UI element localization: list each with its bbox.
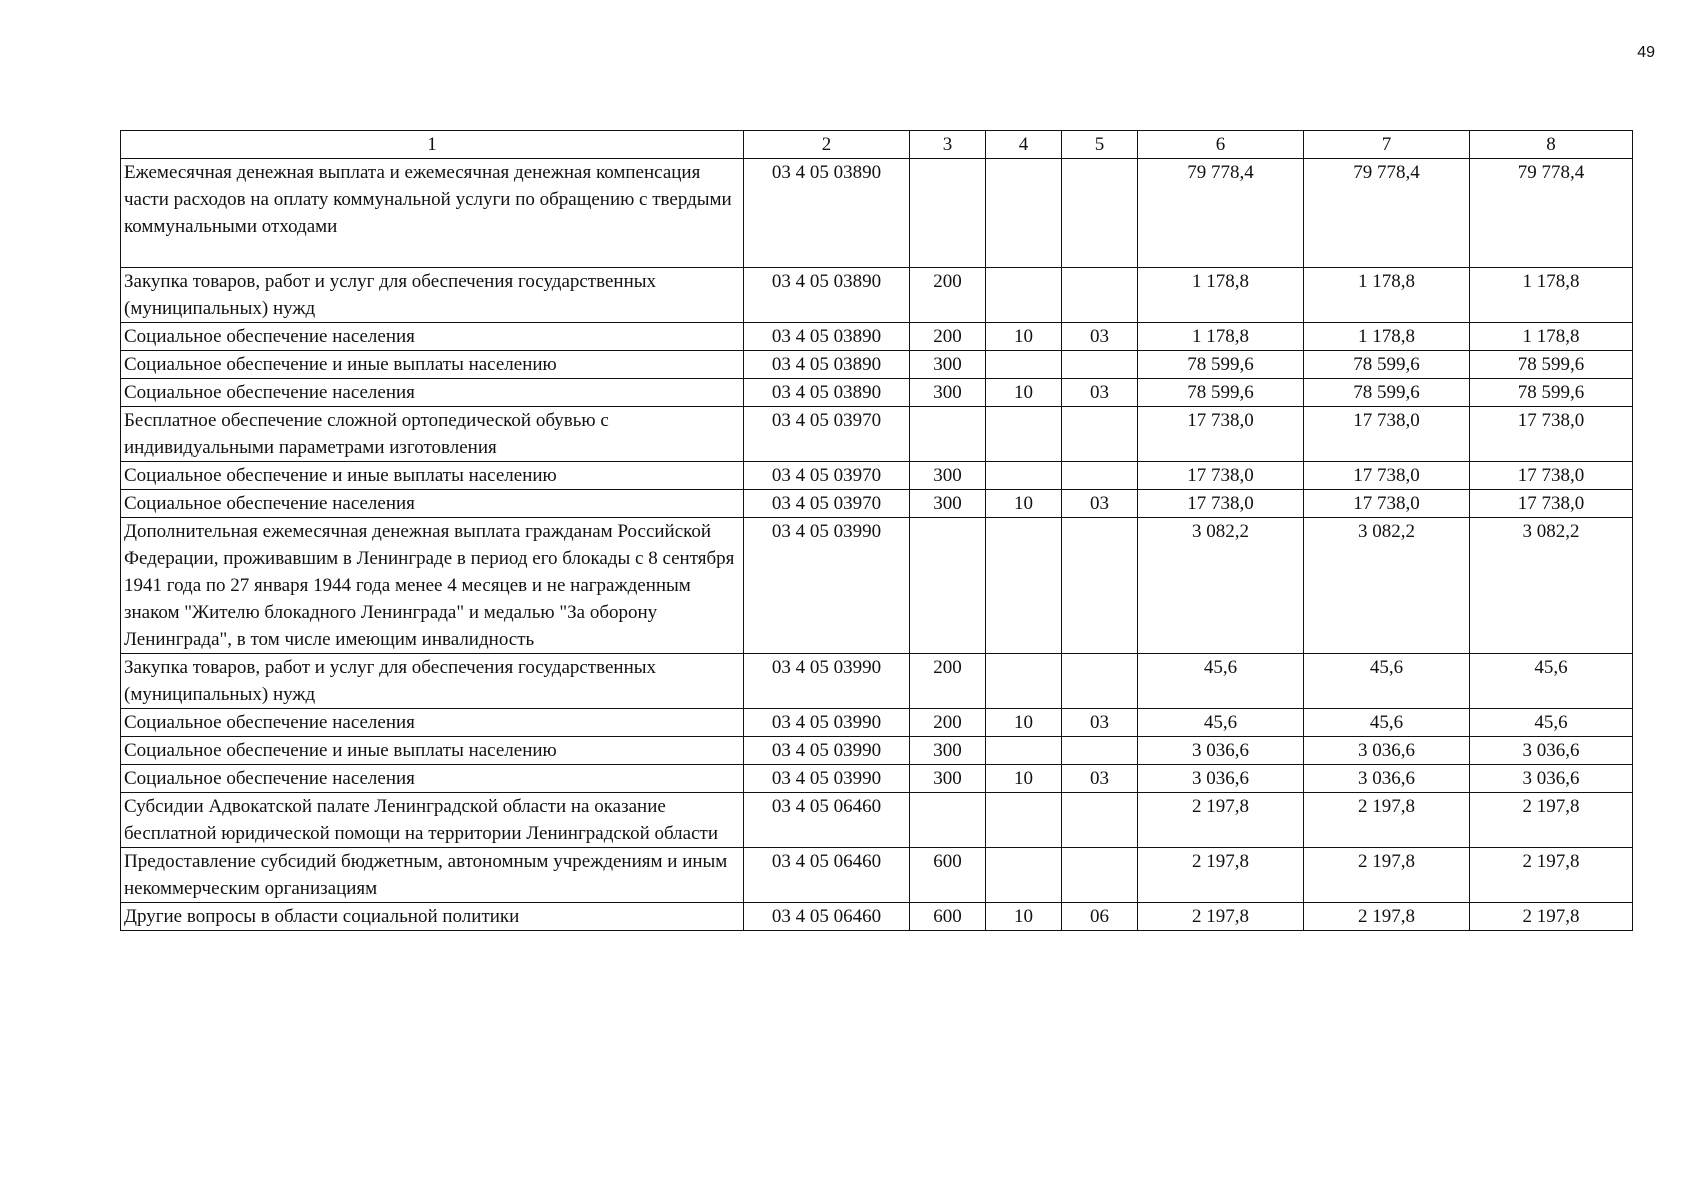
amount-col-6: 78 599,6: [1138, 379, 1304, 407]
amount-col-7: 1 178,8: [1304, 323, 1470, 351]
row-description: Социальное обеспечение населения: [121, 765, 744, 793]
section: [986, 848, 1062, 903]
table-row: [121, 654, 1633, 709]
row-description: Закупка товаров, работ и услуг для обеспечения государственных (муниципальных) нужд: [121, 654, 744, 709]
target-code: 03 4 05 03990: [744, 518, 910, 654]
row-description: Ежемесячная денежная выплата и ежемесячная денежная компенсация части расходов на оплату коммунальной услуги по обращению с твердыми коммунальными отходами: [121, 159, 744, 268]
header-row: [121, 131, 1633, 159]
subsection: [1062, 737, 1138, 765]
amount-col-7: 45,6: [1304, 709, 1470, 737]
section: [986, 159, 1062, 268]
amount-col-8: 45,6: [1470, 654, 1633, 709]
table-row: [121, 709, 1633, 737]
target-code: 03 4 05 06460: [744, 793, 910, 848]
expense-type: [910, 793, 986, 848]
column-header: 2: [744, 131, 910, 159]
target-code: 03 4 05 06460: [744, 848, 910, 903]
target-code: 03 4 05 03970: [744, 462, 910, 490]
column-header: 3: [910, 131, 986, 159]
amount-col-6: 78 599,6: [1138, 351, 1304, 379]
amount-col-7: 2 197,8: [1304, 848, 1470, 903]
row-description: Социальное обеспечение и иные выплаты населению: [121, 462, 744, 490]
target-code: 03 4 05 03990: [744, 737, 910, 765]
amount-col-6: 45,6: [1138, 709, 1304, 737]
section: [986, 351, 1062, 379]
subsection: [1062, 654, 1138, 709]
amount-col-6: 45,6: [1138, 654, 1304, 709]
row-description: Бесплатное обеспечение сложной ортопедической обувью с индивидуальными параметрами изготовления: [121, 407, 744, 462]
target-code: 03 4 05 03990: [744, 709, 910, 737]
expense-type: 300: [910, 737, 986, 765]
expense-type: 200: [910, 268, 986, 323]
row-description: Дополнительная ежемесячная денежная выплата гражданам Российской Федерации, проживавшим в Ленинграде в период его блокады с 8 сентября 1941 года по 27 января 1944 года менее 4 месяцев и не награжденным знаком "Жителю блокадного Ленинграда" и медалью "За оборону Ленинграда", в том числе имеющим инвалидность: [121, 518, 744, 654]
row-description: Социальное обеспечение и иные выплаты населению: [121, 737, 744, 765]
row-description: Социальное обеспечение населения: [121, 323, 744, 351]
table-row: [121, 848, 1633, 903]
amount-col-7: 17 738,0: [1304, 462, 1470, 490]
amount-col-8: 2 197,8: [1470, 848, 1633, 903]
subsection: [1062, 407, 1138, 462]
amount-col-6: 79 778,4: [1138, 159, 1304, 268]
expense-type: 200: [910, 323, 986, 351]
amount-col-6: 1 178,8: [1138, 323, 1304, 351]
table-row: [121, 407, 1633, 462]
section: [986, 793, 1062, 848]
table-row: [121, 490, 1633, 518]
target-code: 03 4 05 03890: [744, 379, 910, 407]
table-row: [121, 518, 1633, 654]
target-code: 03 4 05 03890: [744, 159, 910, 268]
section: [986, 518, 1062, 654]
amount-col-6: 2 197,8: [1138, 848, 1304, 903]
table-row: [121, 903, 1633, 931]
expense-type: [910, 518, 986, 654]
amount-col-6: 3 036,6: [1138, 765, 1304, 793]
budget-table: [120, 130, 1633, 931]
amount-col-6: 2 197,8: [1138, 793, 1304, 848]
target-code: 03 4 05 03970: [744, 490, 910, 518]
table-row: [121, 268, 1633, 323]
amount-col-6: 17 738,0: [1138, 407, 1304, 462]
section: [986, 407, 1062, 462]
subsection: 03: [1062, 323, 1138, 351]
amount-col-7: 78 599,6: [1304, 351, 1470, 379]
section: 10: [986, 323, 1062, 351]
section: 10: [986, 903, 1062, 931]
amount-col-8: 45,6: [1470, 709, 1633, 737]
expense-type: 600: [910, 848, 986, 903]
amount-col-6: 3 082,2: [1138, 518, 1304, 654]
section: 10: [986, 709, 1062, 737]
row-description: Социальное обеспечение населения: [121, 490, 744, 518]
amount-col-7: 78 599,6: [1304, 379, 1470, 407]
amount-col-8: 3 036,6: [1470, 737, 1633, 765]
amount-col-7: 79 778,4: [1304, 159, 1470, 268]
row-description: Предоставление субсидий бюджетным, автономным учреждениям и иным некоммерческим организациям: [121, 848, 744, 903]
expense-type: [910, 407, 986, 462]
expense-type: 300: [910, 462, 986, 490]
amount-col-7: 45,6: [1304, 654, 1470, 709]
subsection: 03: [1062, 709, 1138, 737]
subsection: 06: [1062, 903, 1138, 931]
column-header: 1: [121, 131, 744, 159]
amount-col-7: 17 738,0: [1304, 490, 1470, 518]
amount-col-8: 79 778,4: [1470, 159, 1633, 268]
amount-col-8: 2 197,8: [1470, 793, 1633, 848]
subsection: [1062, 351, 1138, 379]
section: [986, 654, 1062, 709]
amount-col-7: 2 197,8: [1304, 793, 1470, 848]
subsection: [1062, 848, 1138, 903]
subsection: [1062, 518, 1138, 654]
section: 10: [986, 490, 1062, 518]
amount-col-8: 78 599,6: [1470, 379, 1633, 407]
amount-col-8: 3 036,6: [1470, 765, 1633, 793]
amount-col-8: 2 197,8: [1470, 903, 1633, 931]
target-code: 03 4 05 03890: [744, 323, 910, 351]
target-code: 03 4 05 03890: [744, 268, 910, 323]
column-header: 8: [1470, 131, 1633, 159]
expense-type: 200: [910, 654, 986, 709]
amount-col-8: 17 738,0: [1470, 462, 1633, 490]
expense-type: 300: [910, 490, 986, 518]
target-code: 03 4 05 03970: [744, 407, 910, 462]
subsection: 03: [1062, 379, 1138, 407]
expense-type: 300: [910, 379, 986, 407]
column-header: 7: [1304, 131, 1470, 159]
row-description: Закупка товаров, работ и услуг для обеспечения государственных (муниципальных) нужд: [121, 268, 744, 323]
amount-col-6: 2 197,8: [1138, 903, 1304, 931]
table-row: [121, 793, 1633, 848]
subsection: 03: [1062, 765, 1138, 793]
amount-col-7: 2 197,8: [1304, 903, 1470, 931]
subsection: [1062, 793, 1138, 848]
row-description: Социальное обеспечение и иные выплаты населению: [121, 351, 744, 379]
amount-col-7: 3 036,6: [1304, 737, 1470, 765]
expense-type: [910, 159, 986, 268]
subsection: [1062, 268, 1138, 323]
subsection: [1062, 462, 1138, 490]
amount-col-7: 3 036,6: [1304, 765, 1470, 793]
column-header: 5: [1062, 131, 1138, 159]
expense-type: 300: [910, 351, 986, 379]
row-description: Субсидии Адвокатской палате Ленинградской области на оказание бесплатной юридической помощи на территории Ленинградской области: [121, 793, 744, 848]
expense-type: 600: [910, 903, 986, 931]
expense-type: 200: [910, 709, 986, 737]
section: 10: [986, 765, 1062, 793]
page-number: 49: [1637, 44, 1655, 61]
table-row: [121, 379, 1633, 407]
amount-col-8: 3 082,2: [1470, 518, 1633, 654]
amount-col-7: 17 738,0: [1304, 407, 1470, 462]
target-code: 03 4 05 06460: [744, 903, 910, 931]
table-row: [121, 765, 1633, 793]
row-description: Социальное обеспечение населения: [121, 379, 744, 407]
target-code: 03 4 05 03990: [744, 765, 910, 793]
amount-col-6: 1 178,8: [1138, 268, 1304, 323]
amount-col-7: 1 178,8: [1304, 268, 1470, 323]
amount-col-8: 17 738,0: [1470, 407, 1633, 462]
amount-col-8: 78 599,6: [1470, 351, 1633, 379]
column-header: 6: [1138, 131, 1304, 159]
table-row: [121, 462, 1633, 490]
section: [986, 737, 1062, 765]
row-description: Другие вопросы в области социальной политики: [121, 903, 744, 931]
amount-col-6: 17 738,0: [1138, 490, 1304, 518]
column-header: 4: [986, 131, 1062, 159]
table-row: [121, 159, 1633, 268]
amount-col-8: 1 178,8: [1470, 323, 1633, 351]
expense-type: 300: [910, 765, 986, 793]
row-description: Социальное обеспечение населения: [121, 709, 744, 737]
amount-col-8: 1 178,8: [1470, 268, 1633, 323]
table-row: [121, 351, 1633, 379]
section: [986, 268, 1062, 323]
target-code: 03 4 05 03990: [744, 654, 910, 709]
amount-col-8: 17 738,0: [1470, 490, 1633, 518]
table-row: [121, 323, 1633, 351]
subsection: 03: [1062, 490, 1138, 518]
section: 10: [986, 379, 1062, 407]
amount-col-6: 3 036,6: [1138, 737, 1304, 765]
amount-col-6: 17 738,0: [1138, 462, 1304, 490]
target-code: 03 4 05 03890: [744, 351, 910, 379]
amount-col-7: 3 082,2: [1304, 518, 1470, 654]
section: [986, 462, 1062, 490]
table-row: [121, 737, 1633, 765]
subsection: [1062, 159, 1138, 268]
